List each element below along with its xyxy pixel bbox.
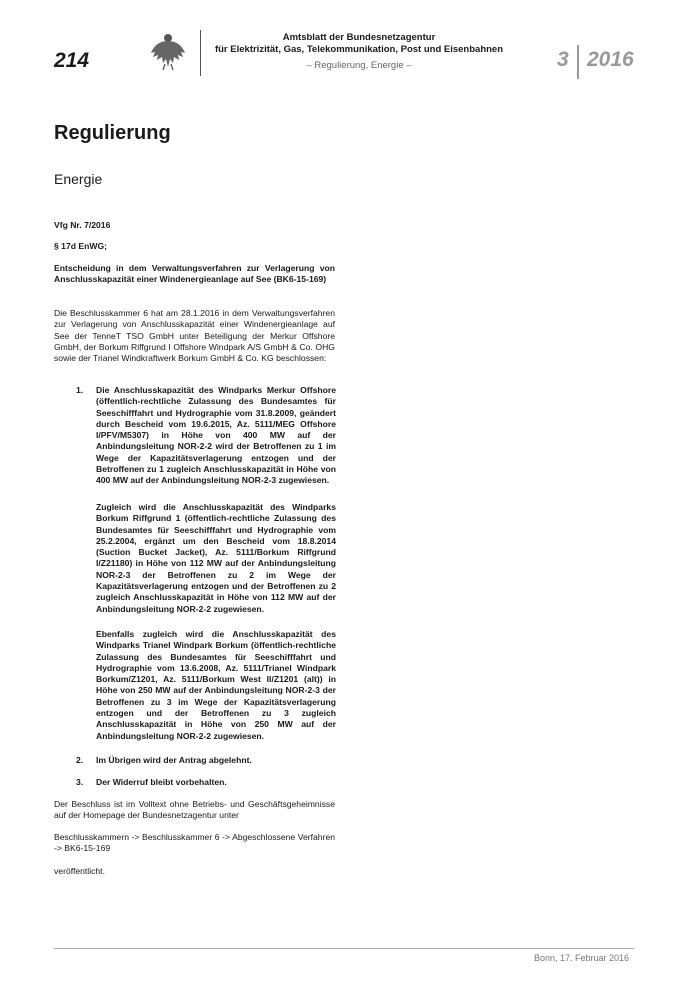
list-item (76, 777, 336, 788)
page-number: 214 (54, 49, 90, 72)
list-item-number: 3. (76, 777, 84, 787)
legal-reference: § 17d EnWG; (54, 241, 108, 251)
decision-heading: Entscheidung in dem Verwaltungsverfahren zur Verlagerung von Anschlusskapazität einer Windenergieanlage auf See (BK6-15-169) (54, 263, 335, 285)
list-item-text: Die Anschlusskapazität des Windparks Merkur Offshore (öffentlich-rechtliche Zulassung des Bundesamtes für Seeschifffahrt und Hydrographie vom 31.8.2009, geändert durch Bescheid vom 19.6.2015, Az. 5111/MEG Offshore I/PFV/M5307) in Höhe von 400 MW auf der Anbindungsleitung NOR-2-2 wird der Betroffenen zu 1 im Wege der Kapazitätsverlagerung entzogen und der Betroffenen zu 1 zugleich Anschlusskapazität in Höhe von 400 MW auf der Anbindungsleitung NOR-2-3 zugewiesen. (96, 385, 336, 486)
list-item (76, 385, 336, 487)
list-item-text: Der Widerruf bleibt vorbehalten. (96, 777, 227, 787)
closing-published: veröffentlicht. (54, 866, 105, 876)
list-item-continuation: Zugleich wird die Anschlusskapazität des Windparks Borkum Riffgrund 1 (öffentlich-rechtliche Zulassung des Bundesamtes für Seeschifffahrt und Hydrographie vom 25.2.2004, ergänzt um den Bescheid vom 18.8.2014 (Suction Bucket Jacket), Az. 5111/Borkum Riffgrund I/Z21180) in Höhe von 112 MW auf der Anbindungsleitung NOR-2-3 der Betroffenen zu 2 im Wege der Kapazitätsverlagerung entzogen und der Betroffenen zu 2 zugleich Anschlusskapazität in Höhe von 112 MW auf der Anbindungsleitung NOR-2-2 zugewiesen. (96, 502, 336, 614)
header-divider (200, 30, 201, 76)
list-item-text: Im Übrigen wird der Antrag abgelehnt. (96, 755, 252, 765)
journal-section: – Regulierung, Energie – (306, 60, 412, 71)
closing-path: Beschlusskammern -> Beschlusskammer 6 -> Abgeschlossene Verfahren -> BK6-15-169 (54, 832, 335, 854)
list-item-number: 1. (76, 385, 84, 395)
federal-eagle-icon (150, 31, 186, 71)
issue-separator (577, 45, 579, 79)
list-item (76, 755, 336, 766)
footer-divider (54, 948, 634, 949)
intro-paragraph: Die Beschlusskammer 6 hat am 28.1.2016 in dem Verwaltungsverfahren zur Verlagerung von Anschlusskapazität einer Windenergieanlage auf See der TenneT TSO GmbH unter Beteiligung der Merkur Offshore GmbH, der Borkum Riffgrund I Offshore Windpark A/S GmbH & Co. OHG sowie der Trianel Windkraftwerk Borkum GmbH & Co. KG beschlossen: (54, 308, 335, 364)
issue-number: 3 (557, 48, 569, 71)
vfg-number: Vfg Nr. 7/2016 (54, 220, 111, 230)
section-title: Regulierung (54, 122, 171, 144)
section-subtitle: Energie (54, 171, 103, 187)
list-item-continuation: Ebenfalls zugleich wird die Anschlusskapazität des Windparks Trianel Windpark Borkum (öffentlich-rechtliche Zulassung des Bundesamtes für Seeschifffahrt und Hydrographie vom 13.6.2008, Az. 5111/Trianel Windpark Borkum/Z1201, Az. 5111/Borkum West II/Z1201 (alt)) in Höhe von 250 MW auf der Anbindungsleitung NOR-2-3 der Betroffenen zu 3 im Wege der Kapazitätsverlagerung entzogen und der Betroffenen zu 3 zugleich Anschlusskapazität in Höhe von 250 MW auf der Anbindungsleitung NOR-2-2 zugewiesen. (96, 629, 336, 741)
journal-title: Amtsblatt der Bundesnetzagentur (282, 32, 436, 43)
issue-year: 2016 (587, 48, 634, 71)
list-item-number: 2. (76, 755, 84, 765)
footer-date: Bonn, 17. Februar 2016 (534, 953, 630, 963)
journal-subtitle: für Elektrizität, Gas, Telekommunikation, Post und Eisenbahnen (214, 44, 504, 55)
closing-paragraph: Der Beschluss ist im Volltext ohne Betriebs- und Geschäftsgeheimnisse auf der Homepage der Bundesnetzagentur unter (54, 799, 335, 821)
